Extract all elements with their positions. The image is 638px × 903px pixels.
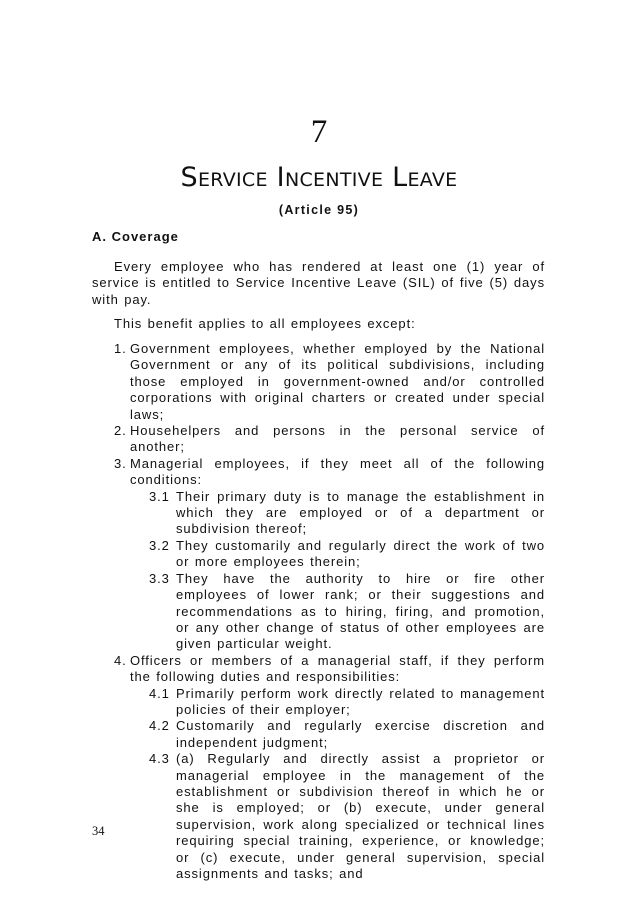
list-item-text: Customarily and regularly exercise discretion and independent judgment;: [176, 718, 545, 750]
list-item-text: Primarily perform work directly related to management policies of their employer;: [176, 685, 545, 717]
list-item-text: Their primary duty is to manage the establishment in which they are employed or of a department or subdivision thereof;: [176, 488, 545, 537]
list-item-number: 4.3: [149, 751, 170, 767]
list-item-text: Officers or members of a managerial staff, if they perform the following duties and responsibilities:: [130, 652, 545, 685]
list-item-number: 3.2: [149, 537, 170, 553]
exceptions-list: [92, 341, 545, 882]
list-item-text: They customarily and regularly direct the work of two or more employees therein;: [176, 537, 545, 570]
list-item-number: 3.3: [149, 570, 170, 586]
list-item: [92, 456, 545, 489]
list-item-number: 3.: [114, 455, 127, 471]
list-item-text: Government employees, whether employed by the National Government or any of its political subdivisions, including those employed in government-owned and/or controlled corporations with original charters or created under special laws;: [130, 341, 545, 422]
coverage-paragraph: Every employee who has rendered at least one (1) year of service is entitled to Service Incentive Leave (SIL) of five (5) days with pay.: [92, 259, 545, 307]
list-item-number: 4.2: [149, 718, 170, 734]
sub-list-item: [92, 571, 545, 653]
list-item: [92, 653, 545, 686]
list-item-number: 3.1: [149, 488, 170, 504]
chapter-number: 7: [310, 114, 328, 150]
list-item-number: 4.1: [149, 685, 170, 701]
list-item-text: Managerial employees, if they meet all of the following conditions:: [130, 455, 545, 488]
sub-list-item: [92, 538, 545, 571]
list-item-number: 1.: [114, 341, 127, 356]
list-item-text: Househelpers and persons in the personal service of another;: [130, 423, 545, 455]
list-item: [92, 341, 545, 423]
sub-list-item: [92, 751, 545, 882]
article-reference: (Article 95): [278, 203, 360, 217]
sub-list-item: [92, 718, 545, 751]
exceptions-intro: This benefit applies to all employees except:: [114, 316, 416, 331]
list-item-number: 2.: [114, 423, 127, 439]
sub-list-item: [92, 686, 545, 719]
list-item: [92, 423, 545, 456]
sub-list-item: [92, 489, 545, 538]
chapter-title: Service Incentive Leave: [180, 162, 458, 193]
section-heading: A. Coverage: [92, 229, 179, 244]
page-number: 34: [92, 824, 105, 838]
list-item-text: (a) Regularly and directly assist a proprietor or managerial employee in the management of the establishment or subdivision thereof in which he or she is employed; or (b) execute, under general supervision, work along specialized or technical lines requiring special training, experience, or knowledge; or (c) execute, under general supervision, special assignments and tasks; and: [176, 751, 545, 881]
list-item-number: 4.: [114, 652, 127, 668]
list-item-text: They have the authority to hire or fire other employees of lower rank; or their suggestions and recommendations as to hiring, firing, and promotion, or any other change of status of other employees are given particular weight.: [176, 570, 545, 652]
